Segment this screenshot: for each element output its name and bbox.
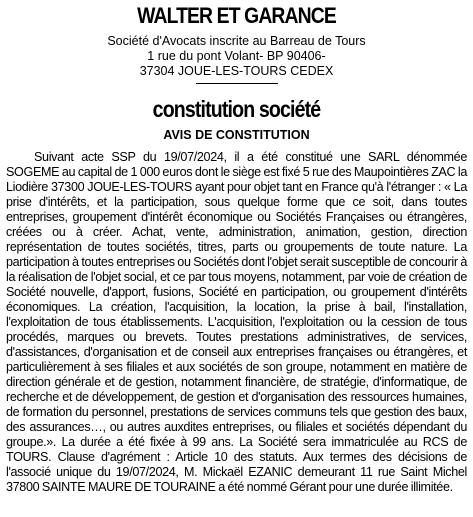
firm-name: WALTER ET GARANCE [137, 3, 336, 28]
notice-body: Suivant acte SSP du 19/07/2024, il a été constitué une SARL dénommée SOGEME au capital de 1 000 euros dont le siège est fixé 5 rue des Maupointières ZAC la Liodière 37300 JOUE-LES-TOURS ayant pour objet tant en France qu'à l'étranger : « La prise d'intérêts, et la participation, sous quelque forme que ce soit, dans toutes entreprises, groupement d'intérêt économique ou Sociétés Françaises ou étrangères, créées ou à créer. Achat, vente, administration, animation, gestion, direction représentation de toutes sociétés, titres, parts ou groupements de toute nature. La participation à toutes entreprises ou Sociétés dont l'objet serait susceptible de concourir à la réalisation de l'objet social, et ce par tous moyens, notamment, par voie de création de Société nouvelle, d'apport, fusions, Société en participation, ou groupement d'intérêts économiques. La création, l'acquisition, la location, la prise à bail, l'installation, l'exploitation de tous établissements. L'acquisition, l'exploitation ou la cession de tous procédés, marques ou brevets. Toutes prestations administratives, de services, d'assistances, d'organisation et de conseil aux entreprises françaises ou étrangères, et particulièrement à ses filiales et aux sociétés de son groupe, notamment en matière de direction générale et de gestion, notamment financière, de stratégie, d'informatique, de recherche et de développement, de gestion et d'organisation des ressources humaines, de formation du personnel, prestations de services communs tels que gestion des baux, des assurances…, ou autres auxdites entreprises, ou filiales et sociétés dépendant du groupe.». La durée a été fixée à 99 ans. La Société sera immatriculée au RCS de TOURS. Clause d'agrément : Article 10 des statuts. Aux termes des décisions de l'associé unique du 19/07/2024, M. Mickaël EZANIC demeurant 11 rue Saint Michel 37800 SAINTE MAURE DE TOURAINE a été nommé Gérant pour une durée illimitée. [6, 150, 467, 494]
address-line-firm-type: Société d'Avocats inscrite au Barreau de Tours [107, 34, 366, 48]
address-line-city: 37304 JOUE-LES-TOURS CEDEX [139, 64, 334, 78]
address-line-street: 1 rue du pont Volant- BP 90406- [147, 49, 326, 63]
notice-title: constitution société [152, 96, 321, 122]
header-divider [196, 83, 278, 84]
firm-address [6, 34, 467, 79]
notice-subtitle: AVIS DE CONSTITUTION [163, 128, 310, 142]
